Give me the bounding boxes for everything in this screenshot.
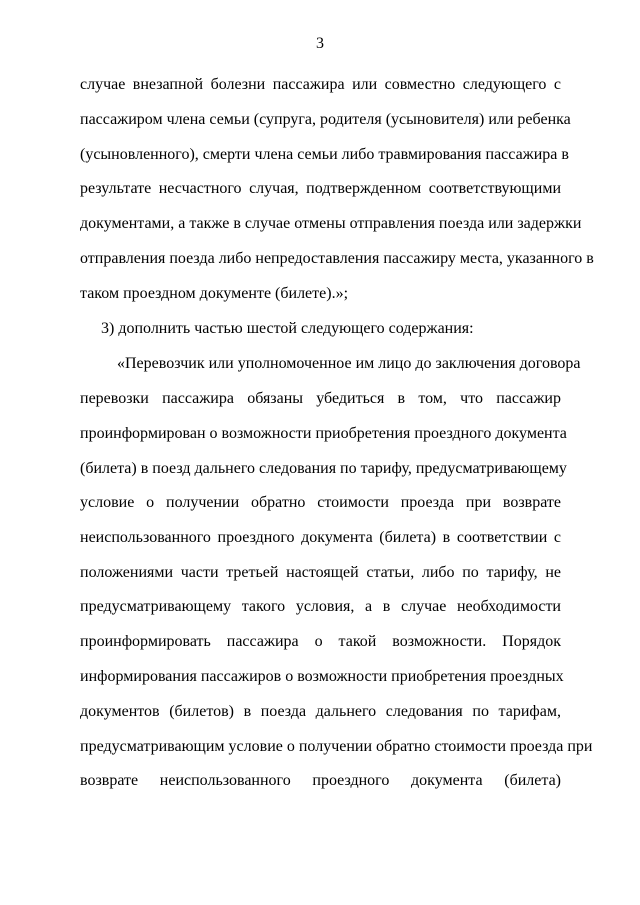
text-line: проинформировать пассажира о такой возможности. Порядок: [80, 633, 561, 650]
text-line: возврате неиспользованного проездного документа (билета): [80, 772, 561, 789]
text-line: документами, а также в случае отмены отправления поезда или задержки: [80, 215, 582, 232]
text-line: результате несчастного случая, подтвержденном соответствующими: [80, 180, 561, 197]
text-line: предусматривающим условие о получении обратно стоимости проезда при: [80, 738, 593, 755]
text-line: условие о получении обратно стоимости проезда при возврате: [80, 494, 561, 511]
page-number: 3: [316, 35, 324, 52]
quote-first-line: «Перевозчик или уполномоченное им лицо до заключения договора: [117, 355, 581, 372]
list-item-3: 3) дополнить частью шестой следующего содержания:: [101, 320, 474, 337]
text-line: информирования пассажиров о возможности приобретения проездных: [80, 668, 564, 685]
text-line: пассажиром члена семьи (супруга, родителя (усыновителя) или ребенка: [80, 111, 571, 128]
text-line: проинформирован о возможности приобретения проездного документа: [80, 425, 567, 442]
text-line: неиспользованного проездного документа (билета) в соответствии с: [80, 529, 561, 546]
text-line: перевозки пассажира обязаны убедиться в том, что пассажир: [80, 390, 561, 407]
text-line: случае внезапной болезни пассажира или совместно следующего с: [80, 76, 561, 93]
text-line: предусматривающему такого условия, а в случае необходимости: [80, 598, 561, 615]
text-line: (билета) в поезд дальнего следования по тарифу, предусматривающему: [80, 460, 567, 477]
text-line: отправления поезда либо непредоставления пассажиру места, указанного в: [80, 250, 594, 267]
text-line: (усыновленного), смерти члена семьи либо травмирования пассажира в: [80, 146, 569, 163]
text-line: таком проездном документе (билете).»;: [80, 285, 349, 302]
text-line: документов (билетов) в поезда дальнего следования по тарифам,: [80, 703, 561, 720]
text-line: положениями части третьей настоящей статьи, либо по тарифу, не: [80, 564, 561, 581]
